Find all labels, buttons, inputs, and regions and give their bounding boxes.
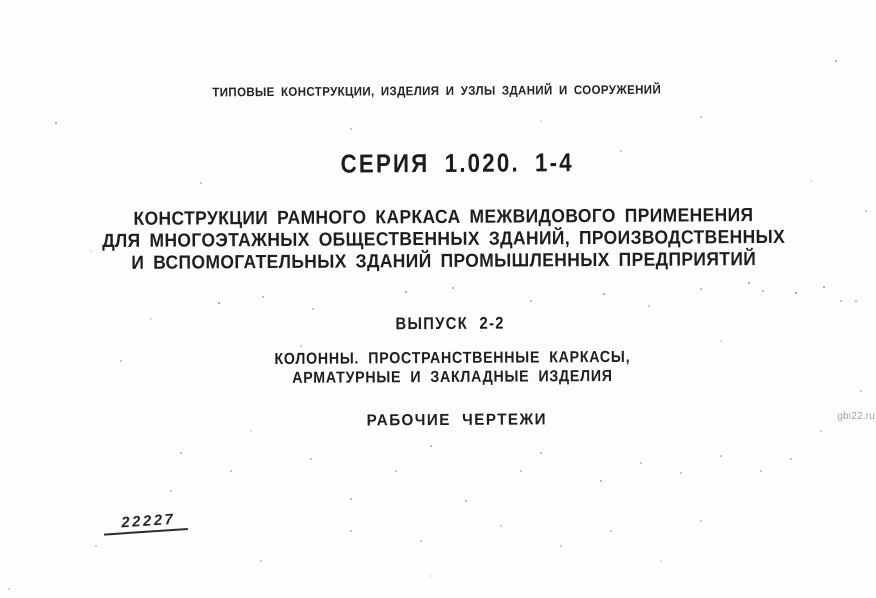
issue-label: ВЫПУСК 2-2 (395, 313, 505, 334)
main-title-line-3: И ВСПОМОГАТЕЛЬНЫХ ЗДАНИЙ ПРОМЫШЛЕННЫХ ПРЕДПРИЯТИЙ (131, 249, 757, 274)
doc-type-label: РАБОЧИЕ ЧЕРТЕЖИ (366, 411, 547, 430)
document-header-line: ТИПОВЫЕ КОНСТРУКЦИИ, ИЗДЕЛИЯ И УЗЛЫ ЗДАНИЙ И СООРУЖЕНИЙ (212, 82, 662, 100)
subtitle-line-1: КОЛОННЫ. ПРОСТРАНСТВЕННЫЕ КАРКАСЫ, (274, 348, 631, 368)
subtitle-line-2: АРМАТУРНЫЕ И ЗАКЛАДНЫЕ ИЗДЕЛИЯ (292, 367, 613, 387)
main-title-line-2: ДЛЯ МНОГОЭТАЖНЫХ ОБЩЕСТВЕННЫХ ЗДАНИЙ, ПРОИЗВОДСТВЕННЫХ (102, 226, 786, 253)
main-title-line-1: КОНСТРУКЦИИ РАМНОГО КАРКАСА МЕЖВИДОВОГО ПРИМЕНЕНИЯ (133, 205, 754, 230)
subtitle-block (62, 347, 842, 390)
watermark-text: gbi22.ru (837, 411, 875, 422)
stamp-number: 22227 (103, 510, 188, 536)
series-title: СЕРИЯ 1.020. 1-4 (340, 147, 574, 179)
main-title (40, 205, 846, 276)
